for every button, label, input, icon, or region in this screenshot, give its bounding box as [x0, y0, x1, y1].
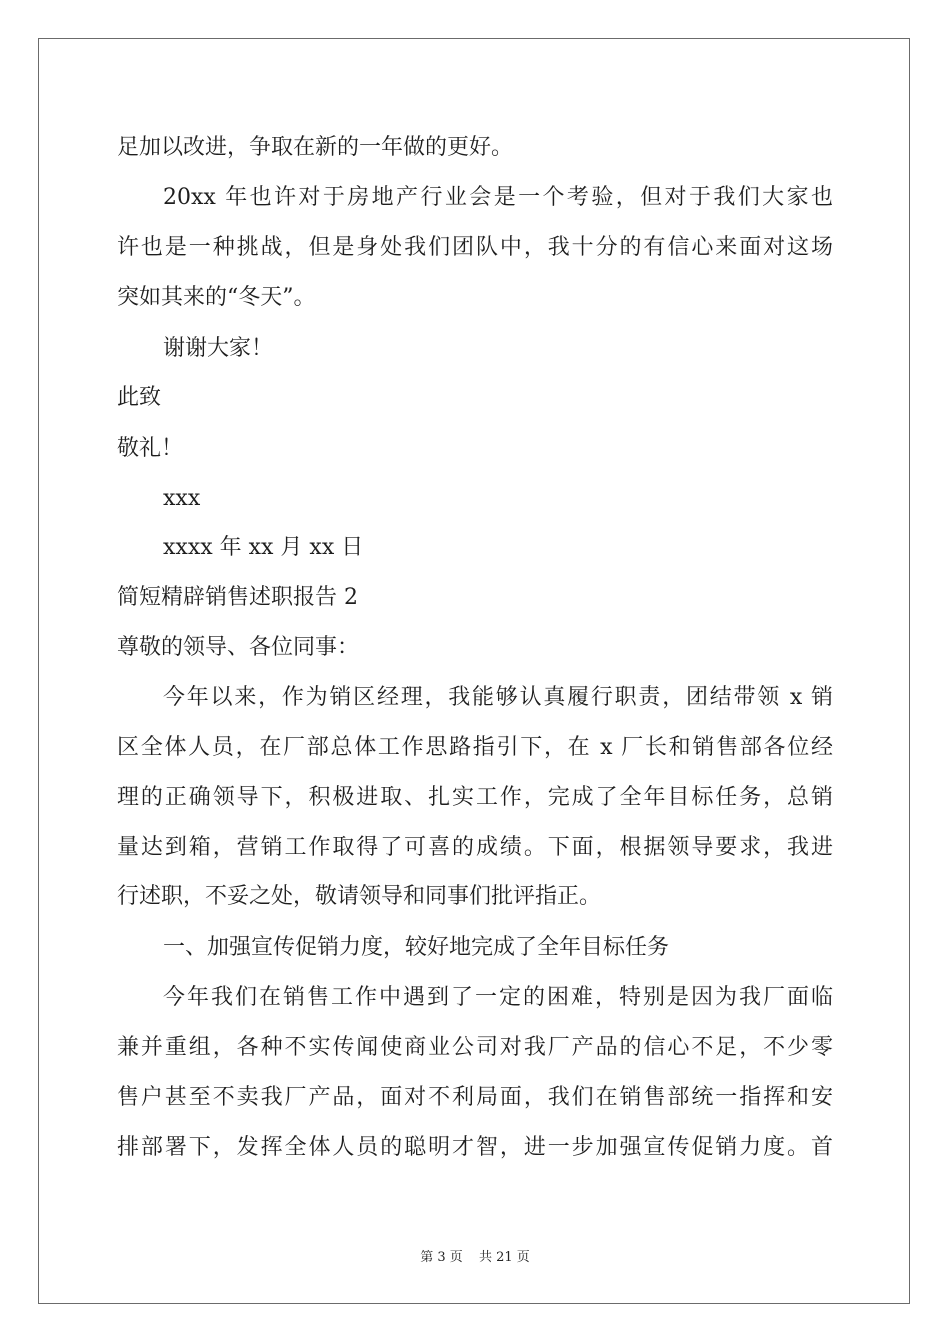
closing-line: 敬礼！ — [117, 436, 184, 461]
paragraph-line: 许也是一种挑战，但是身处我们团队中，我十分的有信心来面对这场 — [117, 235, 833, 260]
paragraph-line: 20xx 年也许对于房地产行业会是一个考验，但对于我们大家也 — [163, 185, 833, 210]
paragraph-line: 区全体人员，在厂部总体工作思路指引下，在 x 厂长和销售部各位经 — [117, 735, 833, 760]
paragraph-line: 量达到箱，营销工作取得了可喜的成绩。下面，根据领导要求，我进 — [117, 835, 833, 860]
paragraph-line: 今年以来，作为销区经理，我能够认真履行职责，团结带领 x 销 — [163, 685, 833, 710]
paragraph-line: 今年我们在销售工作中遇到了一定的困难，特别是因为我厂面临 — [163, 985, 833, 1010]
paragraph-line: 售户甚至不卖我厂产品，面对不利局面，我们在销售部统一指挥和安 — [117, 1085, 833, 1110]
text-line: 突如其来的“冬天”。 — [117, 285, 316, 310]
closing-line: 此致 — [117, 385, 162, 410]
paragraph-line: 兼并重组，各种不实传闻使商业公司对我厂产品的信心不足，不少零 — [117, 1035, 833, 1060]
paragraph-line: 理的正确领导下，积极进取、扎实工作，完成了全年目标任务，总销 — [117, 785, 833, 810]
page-footer — [0, 1246, 950, 1265]
page-total: 共 21 页 — [478, 1250, 530, 1265]
signature-date: xxxx 年 xx 月 xx 日 — [163, 535, 364, 560]
page-number: 第 3 页 — [420, 1250, 463, 1265]
text-line: 足加以改进，争取在新的一年做的更好。 — [117, 135, 514, 160]
paragraph-line: 排部署下，发挥全体人员的聪明才智，进一步加强宣传促销力度。首 — [117, 1135, 833, 1160]
signature-name: xxx — [163, 486, 201, 511]
section-title: 简短精辟销售述职报告 2 — [117, 585, 358, 610]
text-line: 行述职，不妥之处，敬请领导和同事们批评指正。 — [117, 884, 602, 909]
salutation: 尊敬的领导、各位同事： — [117, 635, 360, 660]
subheading: 一、加强宣传促销力度，较好地完成了全年目标任务 — [163, 935, 670, 960]
text-line: 谢谢大家！ — [163, 336, 274, 361]
page-border — [38, 38, 910, 1304]
